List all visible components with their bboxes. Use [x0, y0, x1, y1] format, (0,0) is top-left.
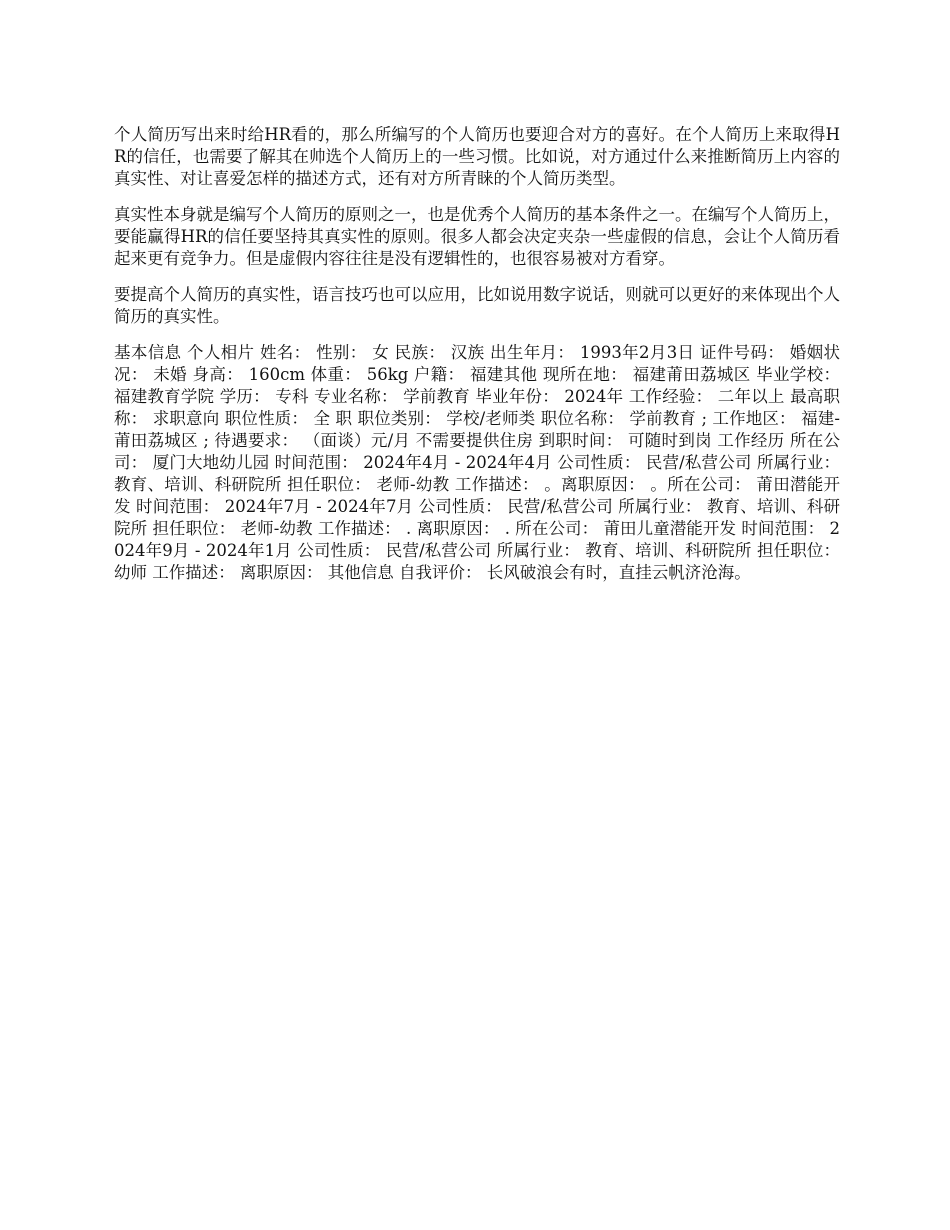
authenticity-paragraph: 真实性本身就是编写个人简历的原则之一，也是优秀个人简历的基本条件之一。在编写个人简历上，要能赢得HR的信任要坚持其真实性的原则。很多人都会决定夹杂一些虚假的信息，会让个人简历看起来更有竞争力。但是虚假内容往往是没有逻辑性的，也很容易被对方看穿。 — [114, 205, 840, 268]
document-page — [114, 124, 840, 598]
resume-details-paragraph: 基本信息 个人相片 姓名： 性别： 女 民族： 汉族 出生年月： 1993年2月3日 证件号码： 婚姻状况： 未婚 身高： 160cm 体重： 56kg 户籍： 福建其他 现所在地： 福建莆田荔城区 毕业学校： 福建教育学院 学历： 专科 专业名称： 学前教育 毕业年份： 2024年 工作经验： 二年以上 最高职称： 求职意向 职位性质： 全 职 职位类别： 学校/老师类 职位名称： 学前教育 ; 工作地区： 福建-莆田荔城区 ; 待遇要求： （面谈）元/月 不需要提供住房 到职时间： 可随时到岗 工作经历 所在公司： 厦门大地幼儿园 时间范围： 2024年4月 - 2024年4月 公司性质： 民营/私营公司 所属行业： 教育、培训、科研院所 担任职位： 老师-幼教 工作描述： 。离职原因： 。所在公司： 莆田潜能开发 时间范围： 2024年7月 - 2024年7月 公司性质： 民营/私营公司 所属行业： 教育、培训、科研院所 担任职位： 老师-幼教 工作描述： . 离职原因： . 所在公司： 莆田儿童潜能开发 时间范围： 2024年9月 - 2024年1月 公司性质： 民营/私营公司 所属行业： 教育、培训、科研院所 担任职位： 幼师 工作描述： 离职原因： 其他信息 自我评价： 长风破浪会有时，直挂云帆济沧海。 — [114, 343, 840, 582]
language-tips-paragraph: 要提高个人简历的真实性，语言技巧也可以应用，比如说用数字说话，则就可以更好的来体现出个人简历的真实性。 — [114, 285, 840, 326]
intro-paragraph: 个人简历写出来时给HR看的，那么所编写的个人简历也要迎合对方的喜好。在个人简历上来取得HR的信任，也需要了解其在帅选个人简历上的一些习惯。比如说，对方通过什么来推断简历上内容的真实性、对让喜爱怎样的描述方式，还有对方所青睐的个人简历类型。 — [114, 125, 840, 188]
